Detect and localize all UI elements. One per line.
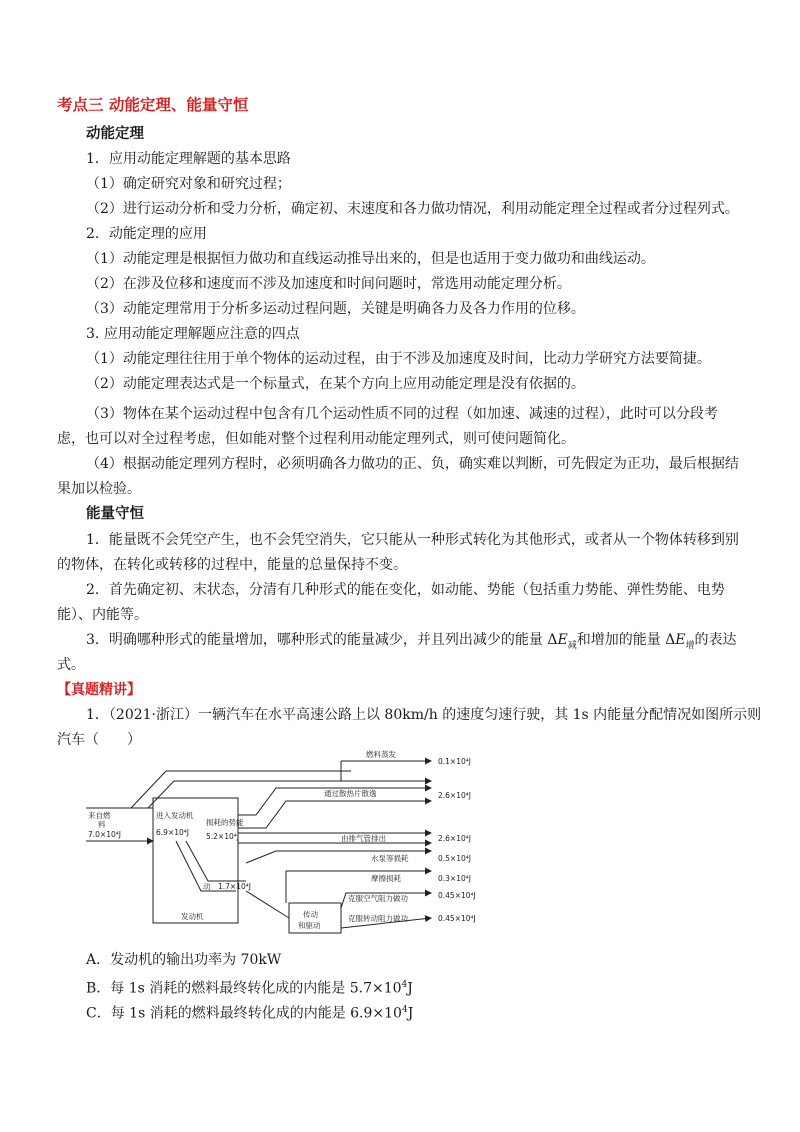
kinetic-p2-title: 2．动能定理的应用 (86, 226, 207, 242)
engine-in-value: 6.9×10⁴J (156, 828, 189, 837)
output-value: 2.6×10⁴J (438, 834, 471, 843)
transmission-label-1: 传动 (303, 910, 318, 919)
kinetic-p2-c: （3）动能定理常用于分析多运动过程问题，关键是明确各力及各力作用的位移。 (86, 301, 585, 317)
kinetic-p1-a: （1）确定研究对象和研究过程； (86, 176, 291, 192)
output-value: 0.5×10⁴J (438, 854, 471, 863)
output-value: 0.1×10⁴J (438, 757, 471, 766)
output-value: 0.45×10⁴J (438, 891, 476, 900)
drive-value: 1.7×10⁴J (218, 882, 251, 891)
kinetic-p3-d-line2: 果加以检验。 (57, 481, 141, 497)
transmission-label-2: 和驱动 (298, 921, 321, 930)
question-1-line1: 1．（2021·浙江）一辆汽车在水平高速公路上以 80km/h 的速度匀速行驶，其 1s 内能量分配情况如图所示则 (86, 707, 762, 723)
output-label: 由排气管排出 (341, 834, 386, 843)
output-label: 燃料蒸发 (366, 750, 396, 759)
output-label: 克服转动阻力做功 (348, 914, 408, 923)
kinetic-p3-b: （2）动能定理表达式是一个标量式，在某个方向上应用动能定理是没有依据的。 (86, 376, 585, 392)
output-label: 通过散热片散逸 (324, 789, 377, 798)
drive-label: 动 (203, 882, 211, 891)
conservation-q3-line2: 式。 (57, 657, 85, 673)
exam-label: 【真题精讲】 (57, 682, 141, 698)
conservation-q2-line2: 能）、内能等。 (57, 607, 148, 623)
output-label: 克服空气阻力做功 (348, 894, 408, 903)
kinetic-p3-c-line1: （3）物体在某个运动过程中包含有几个运动性质不同的过程（如加速、减速的过程），此时可以分段考 (86, 406, 718, 422)
kinetic-p3-a: （1）动能定理往往用于单个物体的运动过程，由于不涉及加速度及时间，比动力学研究方法要简捷。 (86, 351, 711, 367)
option-a: A．发动机的输出功率为 70kW (86, 952, 282, 968)
engine-loss-value: 5.2×10⁴J (206, 832, 239, 841)
question-1-line2: 汽车（ ） (57, 732, 141, 748)
conservation-heading: 能量守恒 (86, 505, 144, 522)
engine-loss-label: 损耗的势能 (206, 818, 244, 827)
option-c: C．每 1s 消耗的燃料最终转化成的内能是 $6.9\times 10^4J$ (86, 1005, 414, 1022)
kinetic-p3-c-line2: 虑，也可以对全过程考虑，但如能对整个过程利用动能定理列式，则可使问题简化。 (57, 431, 575, 447)
conservation-q1-line1: 1．能量既不会凭空产生，也不会凭空消失，它只能从一种形式转化为其他形式，或者从一个物体转移到别 (86, 532, 739, 548)
kinetic-p3-title: 3. 应用动能定理解题应注意的四点 (86, 326, 300, 342)
conservation-q2-line1: 2．首先确定初、末状态，分清有几种形式的能在变化，如动能、势能（包括重力势能、弹性势能、电势 (86, 582, 725, 598)
kinetic-heading: 动能定理 (86, 125, 144, 142)
output-label: 摩擦损耗 (371, 874, 401, 883)
option-b: B．每 1s 消耗的燃料最终转化成的内能是 $5.7\times 10^4J$ (86, 980, 413, 997)
output-value: 2.6×10⁴J (438, 791, 471, 800)
engine-in-label: 进入发动机 (156, 811, 194, 820)
output-value: 0.3×10⁴J (438, 874, 471, 883)
source-label-1: 来自燃 (88, 811, 111, 820)
energy-flow-diagram (86, 743, 486, 938)
conservation-q3-line1: 3．明确哪种形式的能量增加，哪种形式的能量减少，并且列出减少的能量 $\Delta E_减$和增加的能量 $\Delta E_增$的表达 (86, 632, 737, 651)
kinetic-p1-title: 1．应用动能定理解题的基本思路 (86, 151, 291, 167)
conservation-q1-line2: 的物体，在转化或转移的过程中，能量的总量保持不变。 (57, 557, 407, 573)
section-title: 考点三 动能定理、能量守恒 (57, 95, 249, 114)
kinetic-p1-b: （2）进行运动分析和受力分析，确定初、末速度和各力做功情况，利用动能定理全过程或者分过程列式。 (86, 201, 739, 217)
kinetic-p3-d-line1: （4）根据动能定理列方程时，必须明确各力做功的正、负，确实难以判断，可先假定为正功，最后根据结 (86, 456, 739, 472)
kinetic-p2-b: （2）在涉及位移和速度而不涉及加速度和时间问题时，常选用动能定理分析。 (86, 276, 571, 292)
output-label: 水泵等损耗 (371, 854, 409, 863)
engine-box-label: 发动机 (181, 912, 204, 921)
output-value: 0.45×10⁴J (438, 914, 476, 923)
source-label-2: 料 (98, 820, 106, 829)
source-value: 7.0×10⁴J (88, 830, 121, 839)
kinetic-p2-a: （1）动能定理是根据恒力做功和直线运动推导出来的，但是也适用于变力做功和曲线运动。 (86, 251, 655, 267)
